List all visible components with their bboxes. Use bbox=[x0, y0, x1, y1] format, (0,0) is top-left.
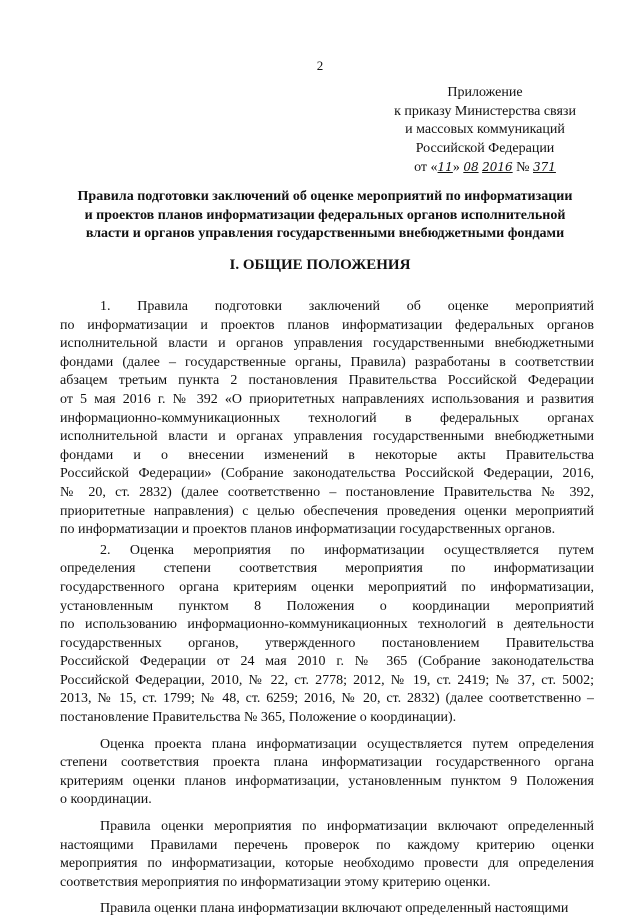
paragraph-line: Российской Федерации» (Собрание законодательства Российской Федерации, 2016, bbox=[60, 466, 594, 482]
order-number: 371 bbox=[533, 160, 556, 174]
paragraph-line: настоящими Правилами перечень проверок по каждому критерию оценки bbox=[60, 837, 594, 853]
order-year: 2016 bbox=[482, 160, 513, 174]
paragraph-line: установленным пунктом 8 Положения о координации мероприятий bbox=[60, 598, 594, 614]
order-month: 08 bbox=[463, 160, 479, 174]
paragraph-line: степени соответствия проекта плана информатизации государственного органа bbox=[60, 755, 594, 771]
paragraph-line: абзацем третьим пункта 2 постановления Правительства Российской Федерации bbox=[60, 373, 594, 389]
appendix-line: Приложение bbox=[447, 85, 523, 100]
paragraph bbox=[60, 298, 594, 540]
paragraph-line: информационно-коммуникационных технологий в федеральных органах bbox=[60, 410, 594, 426]
paragraph-line: № 20, ст. 2832) (далее соответственно – постановление Правительства № 392, bbox=[60, 484, 594, 500]
paragraph-line: 1. Правила подготовки заключений об оценке мероприятий bbox=[100, 299, 594, 314]
paragraph-line: Правила оценки мероприятия по информатизации включают определенный bbox=[100, 819, 594, 835]
title-line: и проектов планов информатизации федеральных органов исполнительной bbox=[84, 207, 566, 223]
appendix-block bbox=[380, 84, 590, 178]
paragraph-line: Российской Федерации, 2010, № 22, ст. 2778; 2012, № 19, ст. 2419; № 37, ст. 5002; bbox=[60, 672, 594, 688]
paragraph-line: Оценка проекта плана информатизации осуществляется путем определения bbox=[100, 736, 594, 752]
paragraph-line: приоритетные направления) с целью обеспечения проведения оценки мероприятий bbox=[60, 503, 594, 519]
section-heading: I. ОБЩИЕ ПОЛОЖЕНИЯ bbox=[229, 257, 411, 273]
appendix-line: Российской Федерации bbox=[415, 140, 555, 156]
paragraph bbox=[60, 542, 594, 728]
order-date-line bbox=[380, 158, 590, 178]
page-number: 2 bbox=[316, 58, 324, 73]
paragraph-line: фондами и о внесении изменений в некоторые акты Правительства bbox=[60, 447, 594, 463]
paragraph-line: Правила оценки плана информатизации включают определенный настоящими bbox=[100, 901, 569, 917]
paragraph-line: мероприятия по информатизации, которые необходимо провести для определения bbox=[60, 856, 594, 872]
document-title bbox=[60, 188, 590, 244]
appendix-line: и массовых коммуникаций bbox=[405, 122, 565, 137]
appendix-line: к приказу Министерства связи bbox=[394, 103, 576, 119]
paragraph-line: определения степени соответствия мероприятия по информатизации bbox=[60, 561, 594, 577]
paragraph-line: по информатизации и проектов планов информатизации федеральных органов bbox=[60, 317, 594, 333]
paragraph-line: 2013, № 15, ст. 1799; № 48, ст. 6259; 2016, № 20, ст. 2832) (далее соответственно – bbox=[60, 691, 594, 707]
order-day: 11 bbox=[437, 160, 453, 174]
title-line: власти и органов управления государственными внебюджетными фондами bbox=[85, 226, 565, 241]
paragraph-line: по информатизации и проектов планов информатизации государственных органов. bbox=[60, 522, 556, 538]
paragraph-line: государственных органов, утвержденного постановлением Правительства bbox=[60, 635, 594, 651]
paragraph-line: 2. Оценка мероприятия по информатизации осуществляется путем bbox=[100, 542, 594, 558]
paragraph bbox=[60, 900, 594, 919]
order-number-label: № bbox=[516, 160, 530, 175]
paragraph-line: от 5 мая 2016 г. № 392 «О приоритетных направлениях использования и развития bbox=[60, 391, 594, 407]
paragraph-line: исполнительной власти и органах управления государственными внебюджетными bbox=[60, 429, 594, 445]
paragraph bbox=[60, 818, 594, 892]
order-prefix: от « bbox=[414, 160, 438, 175]
title-line: Правила подготовки заключений об оценке мероприятий по информатизации bbox=[77, 189, 573, 204]
paragraph-line: о координации. bbox=[60, 792, 152, 808]
paragraph-line: критериям оценки планов информатизации, установленным пунктом 9 Положения bbox=[60, 773, 594, 789]
document-body bbox=[60, 298, 594, 919]
paragraph-line: соответствия мероприятия по информатизации этому критерию оценки. bbox=[60, 874, 491, 890]
paragraph-line: государственного органа критериям оценки мероприятий по информатизации, bbox=[60, 579, 594, 595]
paragraph-line: по использованию информационно-коммуникационных технологий в деятельности bbox=[60, 617, 594, 633]
paragraph-line: постановление Правительства № 365, Положение о координации). bbox=[60, 710, 457, 726]
paragraph-line: фондами (далее – государственные органы, Правила) разработаны в соответствии bbox=[60, 354, 594, 370]
paragraph-line: исполнительной власти и органов управления государственными внебюджетными bbox=[60, 336, 594, 352]
paragraph-line: Российской Федерации от 24 мая 2010 г. № 365 (Собрание законодательства bbox=[60, 654, 594, 670]
order-mid: » bbox=[452, 160, 460, 175]
paragraph bbox=[60, 736, 594, 810]
